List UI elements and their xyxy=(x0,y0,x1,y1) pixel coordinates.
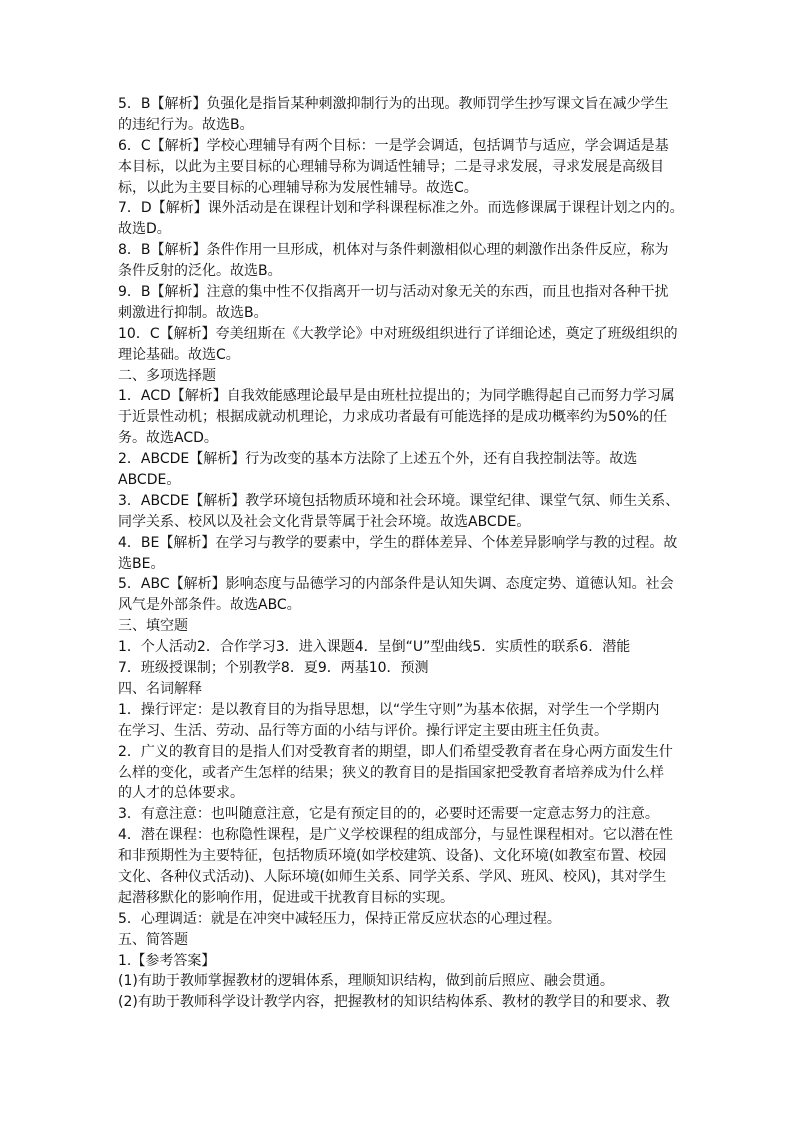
text-line: 起潜移默化的影响作用，促进或干扰教育目标的实现。 xyxy=(118,889,454,906)
text-line: 8．B【解析】条件作用一旦形成，机体对与条件刺激相似心理的刺激作出条件反应，称为 xyxy=(118,242,669,259)
text-line: 在学习、生活、劳动、品行等方面的小结与评价。操行评定主要由班主任负责。 xyxy=(118,722,608,739)
text-line: 1.【参考答案】 xyxy=(118,952,216,969)
text-line: (2)有助于教师科学设计教学内容，把握教材的知识结构体系、教材的教学目的和要求、教 xyxy=(118,994,670,1011)
text-line: 文化、各种仪式活动)、人际环境(如师生关系、同学关系、学风、班风、校风)，其对学生 xyxy=(118,868,667,885)
text-line: 3．有意注意：也叫随意注意，它是有预定目的的，必要时还需要一定意志努力的注意。 xyxy=(118,806,659,823)
text-line: 标，以此为主要目标的心理辅导称为发展性辅导。故选C。 xyxy=(118,179,478,196)
text-line: 1．操行评定：是以教育目的为指导思想，以“学生守则”为基本依据，对学生一个学期内 xyxy=(118,701,660,718)
text-line: 二、多项选择题 xyxy=(118,367,216,384)
text-line: 7．D【解析】课外活动是在课程计划和学科课程标准之外。而选修课属于课程计划之内的。 xyxy=(118,200,684,217)
text-line: 同学关系、校风以及社会文化背景等属于社会环境。故选ABCDE。 xyxy=(118,513,531,530)
text-line: ABCDE。 xyxy=(118,472,181,489)
text-line: 么样的变化，或者产生怎样的结果；狭义的教育目的是指国家把受教育者培养成为什么样 xyxy=(118,764,664,781)
text-line: 选BE。 xyxy=(118,555,165,572)
text-line: 四、名词解释 xyxy=(118,680,202,697)
text-line: 7．班级授课制；个别教学8．夏9．两基10．预测 xyxy=(118,660,429,677)
text-line: 6．C【解析】学校心理辅导有两个目标：一是学会调适，包括调节与适应，学会调适是基 xyxy=(118,137,669,154)
text-line: 的人才的总体要求。 xyxy=(118,785,244,802)
text-line: 4．BE【解析】在学习与教学的要素中，学生的群体差异、个体差异影响学与教的过程。故 xyxy=(118,534,678,551)
text-line: 5．心理调适：就是在冲突中减轻压力，保持正常反应状态的心理过程。 xyxy=(118,910,561,927)
text-line: 风气是外部条件。故选ABC。 xyxy=(118,597,301,614)
text-line: 5．ABC【解析】影响态度与品德学习的内部条件是认知失调、态度定势、道德认知。社会 xyxy=(118,576,674,593)
text-line: 于近景性动机；根据成就动机理论，力求成功者最有可能选择的是成功概率约为50%的任 xyxy=(118,409,668,426)
text-line: 理论基础。故选C。 xyxy=(118,346,240,363)
document-page xyxy=(118,94,688,1013)
text-line: 刺激进行抑制。故选B。 xyxy=(118,304,268,321)
text-line: 的违纪行为。故选B。 xyxy=(118,116,254,133)
text-line: 5．B【解析】负强化是指旨某种刺激抑制行为的出现。教师罚学生抄写课文旨在减少学生 xyxy=(118,96,669,112)
text-line: 务。故选ACD。 xyxy=(118,430,218,447)
text-line: 五、简答题 xyxy=(118,931,188,948)
text-line: 故选D。 xyxy=(118,221,171,238)
text-line: 1．个人活动2．合作学习3．进入课题4．呈倒“U”型曲线5．实质性的联系6．潜能 xyxy=(118,639,631,656)
text-line: 3．ABCDE【解析】教学环境包括物质环境和社会环境。课堂纪律、课堂气氛、师生关系、 xyxy=(118,492,680,509)
text-line: 条件反射的泛化。故选B。 xyxy=(118,263,282,280)
text-line: 和非预期性为主要特征，包括物质环境(如学校建筑、设备)、文化环境(如教室布置、校园 xyxy=(118,848,667,865)
text-line: 10．C【解析】夸美纽斯在《大教学论》中对班级组织进行了详细论述，奠定了班级组织的 xyxy=(118,325,678,342)
text-line: 1．ACD【解析】自我效能感理论最早是由班杜拉提出的；为同学瞧得起自己而努力学习属 xyxy=(118,388,675,405)
text-line: 2．广义的教育目的是指人们对受教育者的期望，即人们希望受教育者在身心两方面发生什 xyxy=(118,743,673,760)
text-line: 本目标，以此为主要目标的心理辅导称为调适性辅导；二是寻求发展，寻求发展是高级目 xyxy=(118,158,664,175)
text-line: 三、填空题 xyxy=(118,618,188,635)
text-line: 2．ABCDE【解析】行为改变的基本方法除了上述五个外，还有自我控制法等。故选 xyxy=(118,451,638,468)
text-line: 9．B【解析】注意的集中性不仅指离开一切与活动对象无关的东西，而且也指对各种干扰 xyxy=(118,284,669,301)
text-line: (1)有助于教师掌握教材的逻辑体系，理顺知识结构，做到前后照应、融会贯通。 xyxy=(118,973,614,990)
text-line: 4．潜在课程：也称隐性课程，是广义学校课程的组成部分，与显性课程相对。它以潜在性 xyxy=(118,827,673,844)
